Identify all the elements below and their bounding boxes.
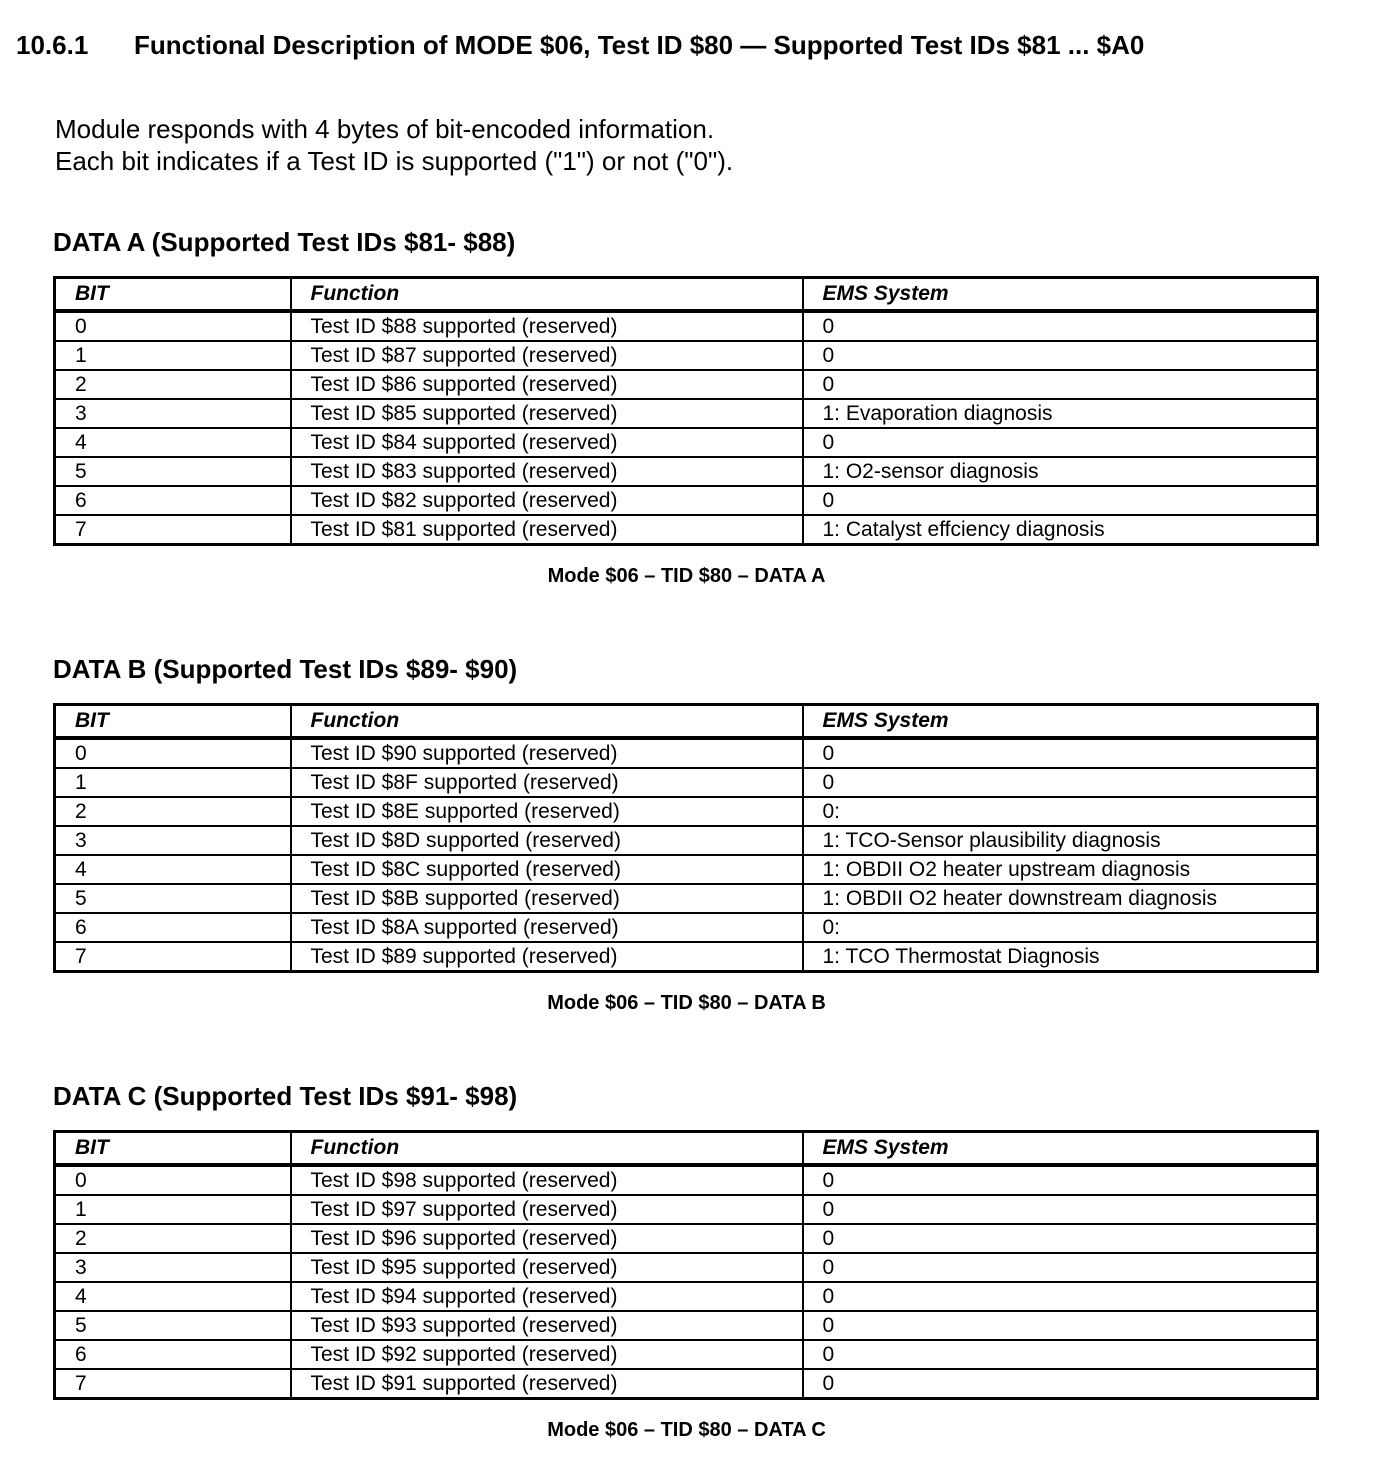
function-cell: Test ID $8D supported (reserved) bbox=[291, 826, 803, 855]
function-cell: Test ID $90 supported (reserved) bbox=[291, 738, 803, 768]
table-row bbox=[55, 1369, 1318, 1399]
function-cell: Test ID $85 supported (reserved) bbox=[291, 399, 803, 428]
bit-cell: 5 bbox=[55, 884, 291, 913]
table-header-row bbox=[55, 278, 1318, 312]
function-cell: Test ID $84 supported (reserved) bbox=[291, 428, 803, 457]
function-cell: Test ID $8B supported (reserved) bbox=[291, 884, 803, 913]
function-cell: Test ID $81 supported (reserved) bbox=[291, 515, 803, 545]
function-cell: Test ID $8F supported (reserved) bbox=[291, 768, 803, 797]
table-row bbox=[55, 826, 1318, 855]
table-row bbox=[55, 399, 1318, 428]
bit-cell: 0 bbox=[55, 311, 291, 341]
bit-cell: 1 bbox=[55, 341, 291, 370]
bit-cell: 0 bbox=[55, 1165, 291, 1195]
bit-cell: 0 bbox=[55, 738, 291, 768]
ems-cell: 1: O2-sensor diagnosis bbox=[803, 457, 1318, 486]
bit-cell: 7 bbox=[55, 1369, 291, 1399]
table-header-row bbox=[55, 705, 1318, 739]
ems-cell: 1: Catalyst effciency diagnosis bbox=[803, 515, 1318, 545]
ems-cell: 0 bbox=[803, 370, 1318, 399]
table-row bbox=[55, 1165, 1318, 1195]
data-b-caption: Mode $06 – TID $80 – DATA B bbox=[547, 992, 826, 1014]
data-b-table bbox=[53, 703, 1319, 973]
table-row bbox=[55, 428, 1318, 457]
intro-paragraph bbox=[55, 113, 733, 177]
column-header-ems: EMS System bbox=[803, 278, 1318, 312]
bit-cell: 1 bbox=[55, 1195, 291, 1224]
data-c-caption: Mode $06 – TID $80 – DATA C bbox=[547, 1419, 826, 1441]
bit-cell: 7 bbox=[55, 515, 291, 545]
column-header-function: Function bbox=[291, 1132, 803, 1166]
ems-cell: 1: OBDII O2 heater upstream diagnosis bbox=[803, 855, 1318, 884]
function-cell: Test ID $98 supported (reserved) bbox=[291, 1165, 803, 1195]
function-cell: Test ID $86 supported (reserved) bbox=[291, 370, 803, 399]
ems-cell: 0 bbox=[803, 1253, 1318, 1282]
function-cell: Test ID $8C supported (reserved) bbox=[291, 855, 803, 884]
section-number: 10.6.1 bbox=[16, 30, 89, 60]
table-row bbox=[55, 370, 1318, 399]
ems-cell: 0: bbox=[803, 797, 1318, 826]
table-row bbox=[55, 1253, 1318, 1282]
function-cell: Test ID $88 supported (reserved) bbox=[291, 311, 803, 341]
column-header-ems: EMS System bbox=[803, 705, 1318, 739]
function-cell: Test ID $87 supported (reserved) bbox=[291, 341, 803, 370]
function-cell: Test ID $93 supported (reserved) bbox=[291, 1311, 803, 1340]
bit-cell: 6 bbox=[55, 486, 291, 515]
section-title: Functional Description of MODE $06, Test ID $80 — Supported Test IDs $81 ... $A0 bbox=[134, 30, 1145, 60]
bit-cell: 5 bbox=[55, 1311, 291, 1340]
table-header-row bbox=[55, 1132, 1318, 1166]
function-cell: Test ID $8A supported (reserved) bbox=[291, 913, 803, 942]
ems-cell: 0 bbox=[803, 311, 1318, 341]
table-row bbox=[55, 1311, 1318, 1340]
data-b-title: DATA B (Supported Test IDs $89- $90) bbox=[53, 654, 518, 684]
function-cell: Test ID $82 supported (reserved) bbox=[291, 486, 803, 515]
function-cell: Test ID $95 supported (reserved) bbox=[291, 1253, 803, 1282]
bit-cell: 2 bbox=[55, 370, 291, 399]
intro-line: Module responds with 4 bytes of bit-encoded information. bbox=[55, 114, 715, 144]
table-row bbox=[55, 457, 1318, 486]
function-cell: Test ID $97 supported (reserved) bbox=[291, 1195, 803, 1224]
section-heading bbox=[16, 30, 1144, 61]
table-row bbox=[55, 486, 1318, 515]
table-row bbox=[55, 515, 1318, 545]
table-row bbox=[55, 1195, 1318, 1224]
table-row bbox=[55, 1340, 1318, 1369]
data-c-section bbox=[53, 1081, 1316, 1442]
column-header-bit: BIT bbox=[55, 278, 291, 312]
data-a-title: DATA A (Supported Test IDs $81- $88) bbox=[53, 227, 516, 257]
table-row bbox=[55, 913, 1318, 942]
table-row bbox=[55, 884, 1318, 913]
function-cell: Test ID $83 supported (reserved) bbox=[291, 457, 803, 486]
function-cell: Test ID $89 supported (reserved) bbox=[291, 942, 803, 972]
ems-cell: 0 bbox=[803, 1369, 1318, 1399]
ems-cell: 0 bbox=[803, 1282, 1318, 1311]
data-c-title: DATA C (Supported Test IDs $91- $98) bbox=[53, 1081, 518, 1111]
data-b-section bbox=[53, 654, 1316, 1015]
bit-cell: 3 bbox=[55, 399, 291, 428]
ems-cell: 1: TCO-Sensor plausibility diagnosis bbox=[803, 826, 1318, 855]
ems-cell: 0 bbox=[803, 486, 1318, 515]
bit-cell: 2 bbox=[55, 1224, 291, 1253]
data-a-table bbox=[53, 276, 1319, 546]
ems-cell: 0 bbox=[803, 738, 1318, 768]
ems-cell: 0 bbox=[803, 1311, 1318, 1340]
table-row bbox=[55, 1224, 1318, 1253]
table-row bbox=[55, 341, 1318, 370]
ems-cell: 1: TCO Thermostat Diagnosis bbox=[803, 942, 1318, 972]
table-row bbox=[55, 942, 1318, 972]
ems-cell: 0: bbox=[803, 913, 1318, 942]
function-cell: Test ID $91 supported (reserved) bbox=[291, 1369, 803, 1399]
function-cell: Test ID $8E supported (reserved) bbox=[291, 797, 803, 826]
column-header-bit: BIT bbox=[55, 1132, 291, 1166]
table-row bbox=[55, 1282, 1318, 1311]
table-row bbox=[55, 855, 1318, 884]
ems-cell: 0 bbox=[803, 1224, 1318, 1253]
bit-cell: 3 bbox=[55, 826, 291, 855]
intro-line: Each bit indicates if a Test ID is supported ("1") or not ("0"). bbox=[55, 146, 734, 176]
bit-cell: 5 bbox=[55, 457, 291, 486]
data-a-caption: Mode $06 – TID $80 – DATA A bbox=[547, 565, 826, 587]
column-header-function: Function bbox=[291, 278, 803, 312]
ems-cell: 0 bbox=[803, 1340, 1318, 1369]
data-a-section bbox=[53, 227, 1316, 588]
bit-cell: 2 bbox=[55, 797, 291, 826]
ems-cell: 0 bbox=[803, 428, 1318, 457]
column-header-bit: BIT bbox=[55, 705, 291, 739]
table-row bbox=[55, 738, 1318, 768]
ems-cell: 1: Evaporation diagnosis bbox=[803, 399, 1318, 428]
table-row bbox=[55, 768, 1318, 797]
bit-cell: 6 bbox=[55, 913, 291, 942]
ems-cell: 0 bbox=[803, 768, 1318, 797]
bit-cell: 6 bbox=[55, 1340, 291, 1369]
table-row bbox=[55, 311, 1318, 341]
table-row bbox=[55, 797, 1318, 826]
function-cell: Test ID $94 supported (reserved) bbox=[291, 1282, 803, 1311]
column-header-ems: EMS System bbox=[803, 1132, 1318, 1166]
bit-cell: 1 bbox=[55, 768, 291, 797]
bit-cell: 4 bbox=[55, 428, 291, 457]
bit-cell: 4 bbox=[55, 1282, 291, 1311]
ems-cell: 1: OBDII O2 heater downstream diagnosis bbox=[803, 884, 1318, 913]
ems-cell: 0 bbox=[803, 341, 1318, 370]
data-c-table bbox=[53, 1130, 1319, 1400]
function-cell: Test ID $92 supported (reserved) bbox=[291, 1340, 803, 1369]
ems-cell: 0 bbox=[803, 1165, 1318, 1195]
ems-cell: 0 bbox=[803, 1195, 1318, 1224]
bit-cell: 3 bbox=[55, 1253, 291, 1282]
column-header-function: Function bbox=[291, 705, 803, 739]
bit-cell: 7 bbox=[55, 942, 291, 972]
bit-cell: 4 bbox=[55, 855, 291, 884]
function-cell: Test ID $96 supported (reserved) bbox=[291, 1224, 803, 1253]
